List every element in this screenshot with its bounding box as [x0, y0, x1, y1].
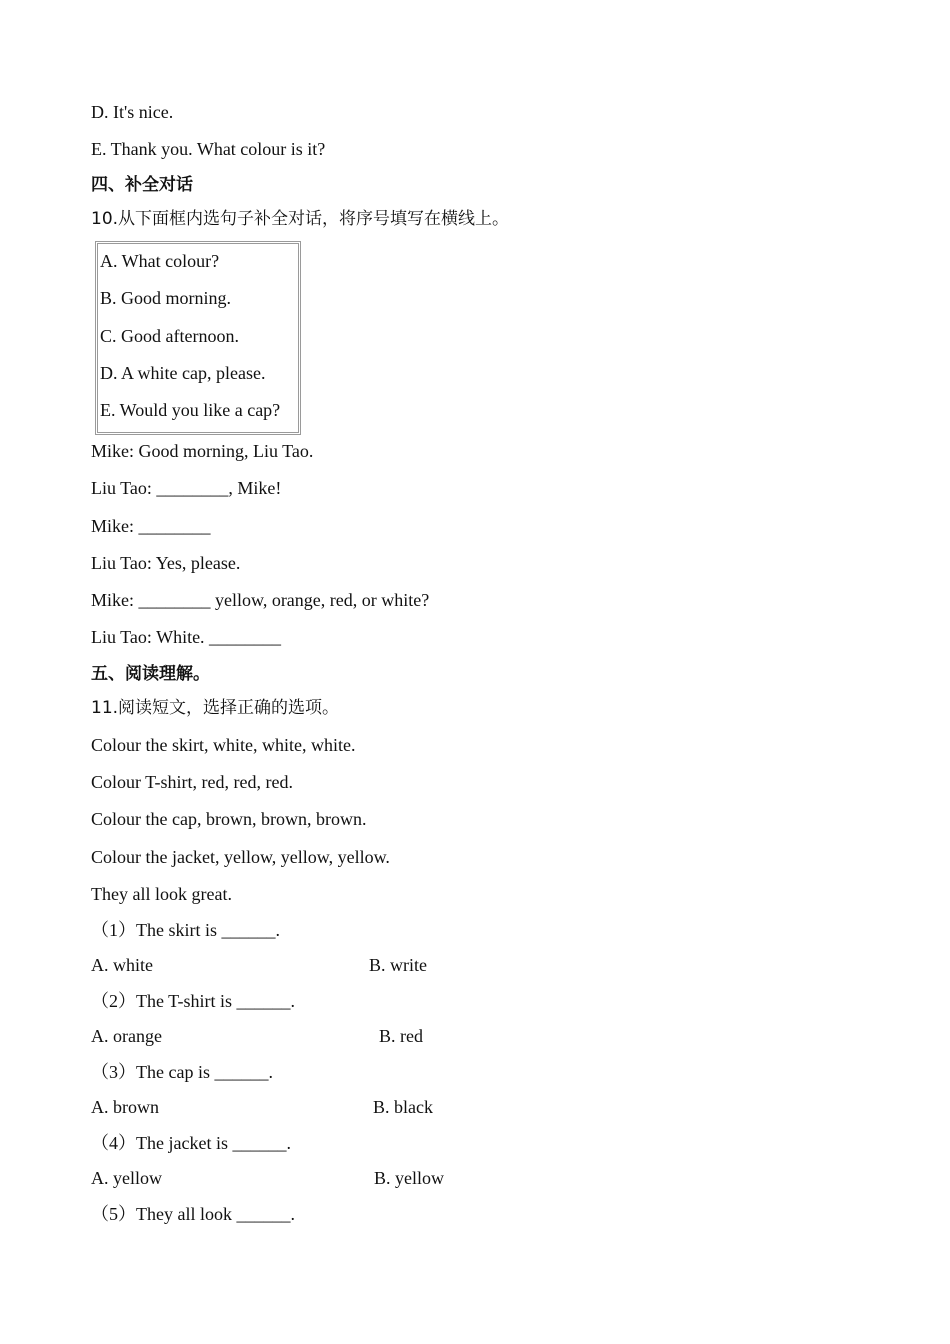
- item-4-option-b: B. yellow: [374, 1168, 444, 1188]
- box-option-b: B. Good morning.: [100, 288, 232, 308]
- section-5-heading: 五、阅读理解。: [91, 664, 210, 684]
- dialogue-line-6: Liu Tao: White. ________: [91, 627, 282, 647]
- item-1-question: （1）The skirt is ______.: [91, 920, 280, 940]
- question-10: 10.从下面框内选句子补全对话，将序号填写在横线上。: [91, 209, 510, 229]
- passage-line-2: Colour T-shirt, red, red, red.: [91, 772, 293, 792]
- passage-line-1: Colour the skirt, white, white, white.: [91, 735, 356, 755]
- dialogue-line-1: Mike: Good morning, Liu Tao.: [91, 441, 314, 461]
- box-option-d: D. A white cap, please.: [100, 363, 266, 383]
- box-option-a: A. What colour?: [100, 251, 220, 271]
- item-2-question: （2）The T-shirt is ______.: [91, 991, 296, 1011]
- passage-line-4: Colour the jacket, yellow, yellow, yellow.: [91, 847, 390, 867]
- item-5-question: （5）They all look ______.: [91, 1204, 295, 1224]
- box-option-e: E. Would you like a cap?: [100, 400, 281, 420]
- question-11: 11.阅读短文，选择正确的选项。: [91, 698, 340, 718]
- option-d: D. It's nice.: [91, 102, 174, 122]
- dialogue-line-3: Mike: ________: [91, 516, 211, 536]
- dialogue-line-4: Liu Tao: Yes, please.: [91, 553, 241, 573]
- item-2-option-a: A. orange: [91, 1026, 162, 1046]
- passage-line-5: They all look great.: [91, 884, 232, 904]
- passage-line-3: Colour the cap, brown, brown, brown.: [91, 809, 367, 829]
- item-4-option-a: A. yellow: [91, 1168, 162, 1188]
- item-4-question: （4）The jacket is ______.: [91, 1133, 291, 1153]
- section-4-heading: 四、补全对话: [91, 175, 193, 195]
- item-3-question: （3）The cap is ______.: [91, 1062, 273, 1082]
- dialogue-line-2: Liu Tao: ________, Mike!: [91, 478, 282, 498]
- item-1-option-a: A. white: [91, 955, 153, 975]
- option-e: E. Thank you. What colour is it?: [91, 139, 326, 159]
- item-1-option-b: B. write: [369, 955, 427, 975]
- item-2-option-b: B. red: [379, 1026, 423, 1046]
- box-option-c: C. Good afternoon.: [100, 326, 239, 346]
- item-3-option-b: B. black: [373, 1097, 433, 1117]
- item-3-option-a: A. brown: [91, 1097, 159, 1117]
- dialogue-line-5: Mike: ________ yellow, orange, red, or white?: [91, 590, 430, 610]
